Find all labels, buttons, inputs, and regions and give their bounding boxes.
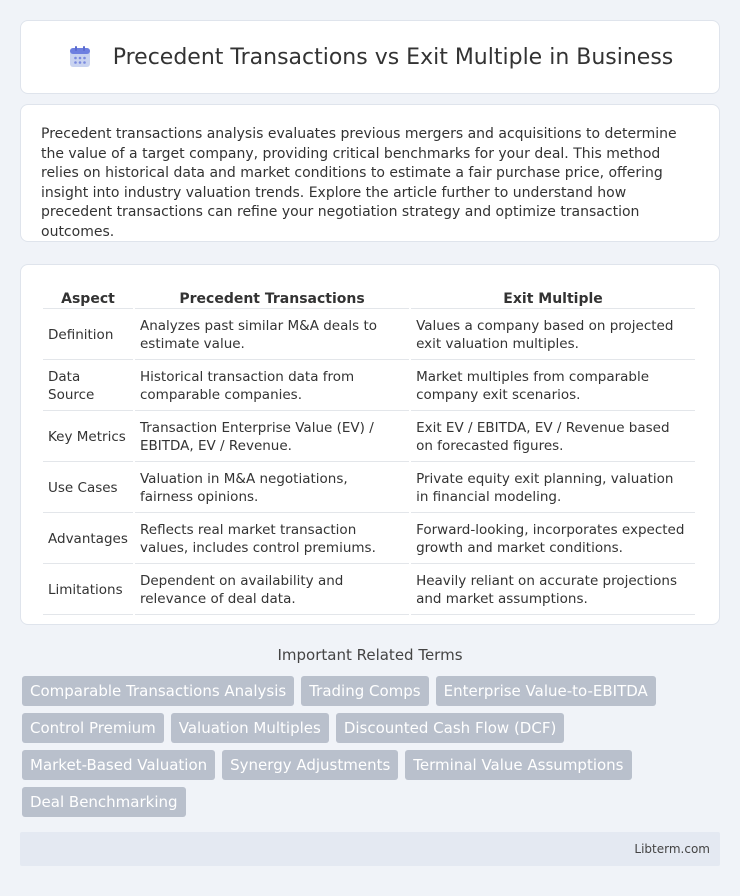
- table-row: [43, 566, 695, 615]
- row-aspect: Key Metrics: [43, 413, 133, 462]
- column-header-exit: Exit Multiple: [411, 287, 695, 309]
- comparison-table-card: [20, 264, 720, 625]
- related-term-tag[interactable]: Valuation Multiples: [171, 713, 329, 743]
- intro-text: Precedent transactions analysis evaluates previous mergers and acquisitions to determine the value of a target company, providing critical benchmarks for your deal. This method relies on historical data and market conditions to estimate a fair purchase price, offering insight into industry valuation trends. Explore the article further to understand how precedent transactions can refine your negotiation strategy and optimize transaction outcomes.: [41, 126, 677, 240]
- table-row: [43, 311, 695, 360]
- related-term-tag[interactable]: Comparable Transactions Analysis: [22, 676, 294, 706]
- related-term-tag[interactable]: Control Premium: [22, 713, 164, 743]
- related-terms-tags: [22, 676, 722, 817]
- intro-card: [20, 104, 720, 242]
- footer-site-link[interactable]: Libterm.com: [634, 842, 710, 856]
- page-title: Precedent Transactions vs Exit Multiple in Business: [112, 44, 674, 70]
- row-precedent: Transaction Enterprise Value (EV) / EBITDA, EV / Revenue.: [135, 413, 409, 462]
- row-exit: Forward-looking, incorporates expected growth and market conditions.: [411, 515, 695, 564]
- row-precedent: Analyzes past similar M&A deals to estimate value.: [135, 311, 409, 360]
- comparison-table: [41, 285, 697, 617]
- column-header-aspect: Aspect: [43, 287, 133, 309]
- header-card: [20, 20, 720, 94]
- related-terms-title: Important Related Terms: [277, 646, 463, 664]
- row-aspect: Advantages: [43, 515, 133, 564]
- related-term-tag[interactable]: Market-Based Valuation: [22, 750, 215, 780]
- table-row: [43, 515, 695, 564]
- related-term-tag[interactable]: Synergy Adjustments: [222, 750, 398, 780]
- row-aspect: Definition: [43, 311, 133, 360]
- row-exit: Private equity exit planning, valuation in financial modeling.: [411, 464, 695, 513]
- row-exit: Values a company based on projected exit valuation multiples.: [411, 311, 695, 360]
- table-header-row: [43, 287, 695, 309]
- related-term-tag[interactable]: Deal Benchmarking: [22, 787, 186, 817]
- row-aspect: Data Source: [43, 362, 133, 411]
- calendar-icon: [67, 44, 93, 70]
- related-term-tag[interactable]: Enterprise Value-to-EBITDA: [436, 676, 656, 706]
- column-header-precedent: Precedent Transactions: [135, 287, 409, 309]
- row-precedent: Historical transaction data from comparable companies.: [135, 362, 409, 411]
- table-row: [43, 413, 695, 462]
- row-exit: Exit EV / EBITDA, EV / Revenue based on forecasted figures.: [411, 413, 695, 462]
- row-aspect: Limitations: [43, 566, 133, 615]
- row-precedent: Dependent on availability and relevance of deal data.: [135, 566, 409, 615]
- row-precedent: Valuation in M&A negotiations, fairness opinions.: [135, 464, 409, 513]
- footer: [20, 832, 720, 866]
- table-row: [43, 362, 695, 411]
- related-term-tag[interactable]: Discounted Cash Flow (DCF): [336, 713, 565, 743]
- row-aspect: Use Cases: [43, 464, 133, 513]
- row-precedent: Reflects real market transaction values, includes control premiums.: [135, 515, 409, 564]
- table-row: [43, 464, 695, 513]
- related-term-tag[interactable]: Trading Comps: [301, 676, 428, 706]
- row-exit: Market multiples from comparable company exit scenarios.: [411, 362, 695, 411]
- row-exit: Heavily reliant on accurate projections and market assumptions.: [411, 566, 695, 615]
- related-term-tag[interactable]: Terminal Value Assumptions: [405, 750, 631, 780]
